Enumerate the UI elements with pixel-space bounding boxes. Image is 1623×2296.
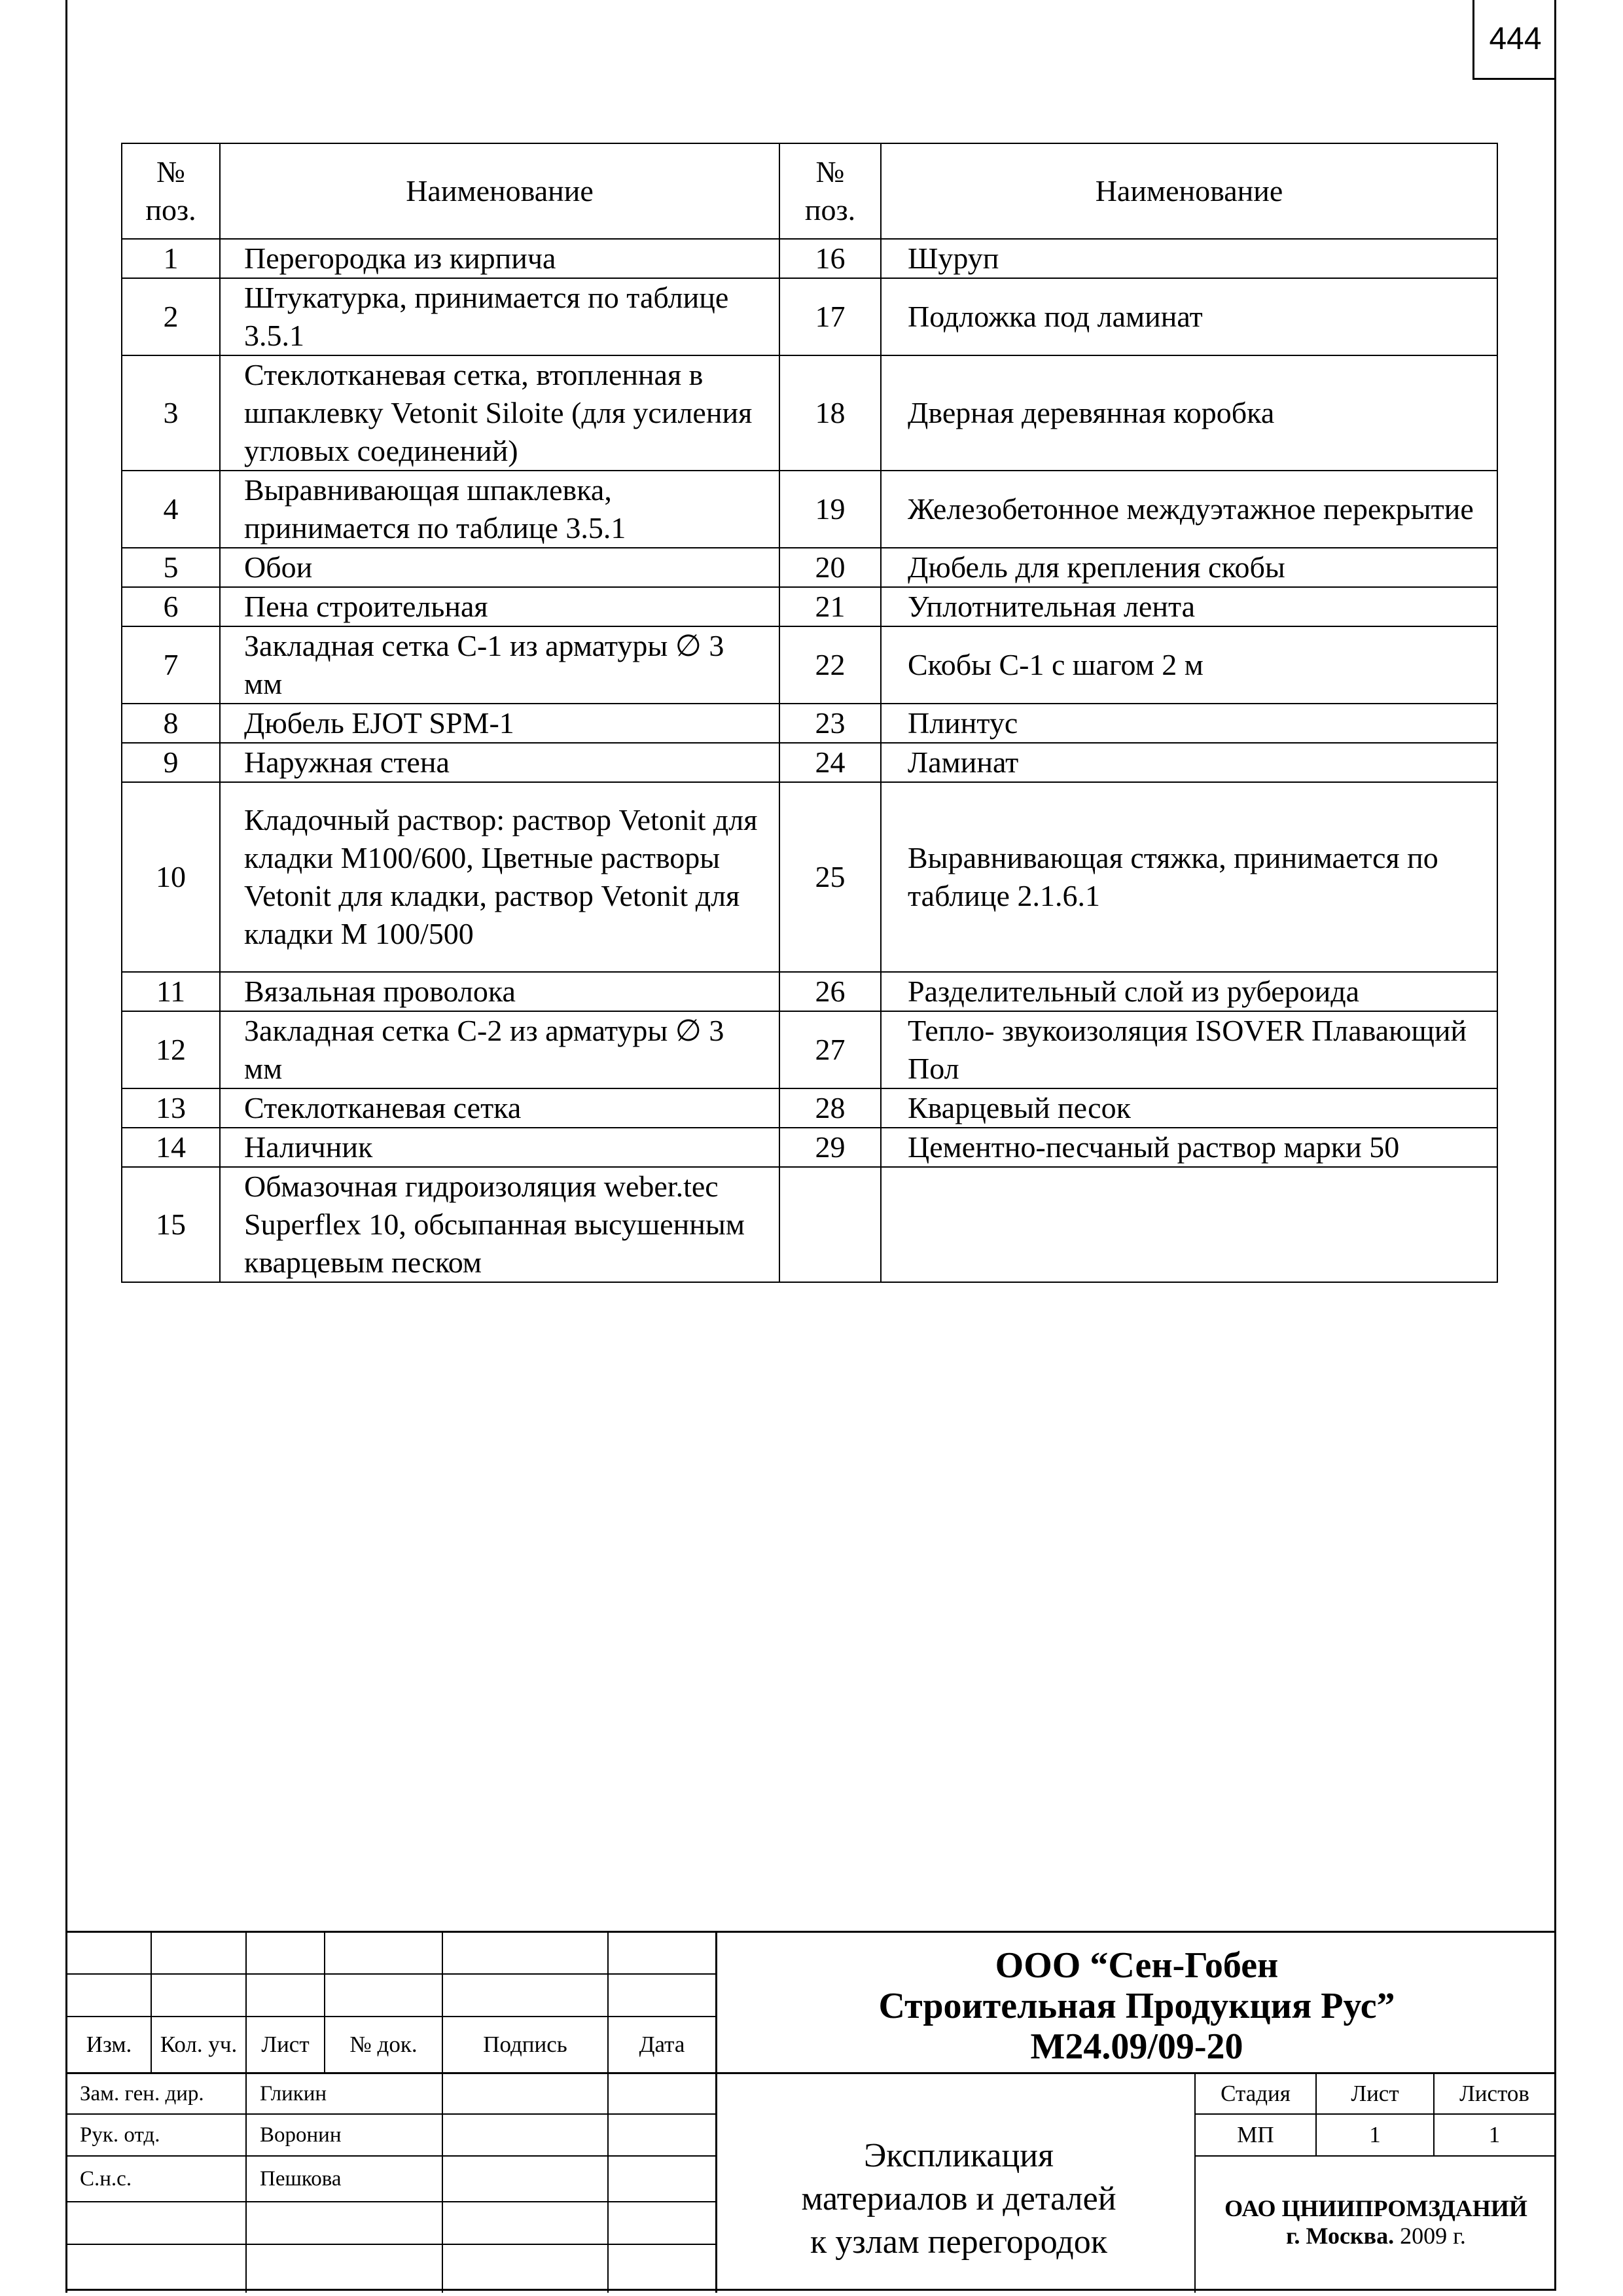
cell-pos-right: 22 [779, 626, 881, 704]
cell-pos-right: 19 [779, 471, 881, 548]
document-code: М24.09/09-20 [1030, 2026, 1243, 2067]
cell-pos-right: 27 [779, 1011, 881, 1088]
cell-pos-right: 24 [779, 743, 881, 782]
cell-pos-left: 10 [122, 782, 220, 972]
document-title: Экспликация материалов и деталей к узлам перегородок [801, 2137, 1116, 2261]
organisation [1196, 2179, 1556, 2265]
cell-name-left: Наружная стена [220, 743, 779, 782]
sheets-header: Листов [1459, 2081, 1529, 2106]
cell-pos-right: 26 [779, 972, 881, 1011]
cell-pos-right: 23 [779, 704, 881, 743]
cell-pos-right: 29 [779, 1128, 881, 1167]
cell-name-right [881, 1167, 1497, 1282]
org-year: 2009 г. [1400, 2223, 1466, 2249]
cell-pos-left: 1 [122, 239, 220, 278]
company-line-1: ООО “Сен-Гобен [995, 1945, 1279, 1986]
cell-name-right: Железобетонное междуэтажное перекрытие [881, 471, 1497, 548]
cell-name-right: Скобы С-1 с шагом 2 м [881, 626, 1497, 704]
cell-pos-right: 20 [779, 548, 881, 587]
cell-pos-right: 18 [779, 355, 881, 471]
cell-name-right: Выравнивающая стяжка, принимается по таблице 2.1.6.1 [881, 782, 1497, 972]
cell-pos-left: 13 [122, 1088, 220, 1128]
explication-table [121, 143, 1498, 1283]
cell-pos-left: 9 [122, 743, 220, 782]
table-row [122, 704, 1497, 743]
col-doc: № док. [349, 2032, 418, 2057]
role-2: Рук. отд. [80, 2123, 160, 2147]
table-row [122, 1011, 1497, 1088]
company-line-2: Строительная Продукция Рус” [878, 1986, 1395, 2026]
cell-name-left: Закладная сетка С-1 из арматуры ∅ 3 мм [220, 626, 779, 704]
table-row [122, 972, 1497, 1011]
cell-name-right: Дверная деревянная коробка [881, 355, 1497, 471]
table-row [122, 471, 1497, 548]
cell-name-left: Штукатурка, принимается по таблице 3.5.1 [220, 278, 779, 355]
sheets-value: 1 [1488, 2122, 1501, 2147]
page-number: 444 [1472, 0, 1556, 80]
cell-name-right: Цементно-песчаный раствор марки 50 [881, 1128, 1497, 1167]
table-row [122, 1128, 1497, 1167]
cell-name-left: Пена строительная [220, 587, 779, 626]
cell-name-right: Плинтус [881, 704, 1497, 743]
cell-pos-left: 8 [122, 704, 220, 743]
org-name: ОАО ЦНИИПРОМЗДАНИЙ [1224, 2195, 1527, 2221]
cell-pos-right: 17 [779, 278, 881, 355]
header-name-right: Наименование [881, 143, 1497, 239]
table-row [122, 239, 1497, 278]
cell-pos-left: 12 [122, 1011, 220, 1088]
table-row [122, 548, 1497, 587]
col-izm: Изм. [86, 2032, 132, 2057]
title-block [65, 1931, 1556, 2293]
table-row [122, 587, 1497, 626]
cell-name-right: Шуруп [881, 239, 1497, 278]
cell-name-left: Вязальная проволока [220, 972, 779, 1011]
cell-pos-left: 3 [122, 355, 220, 471]
table-row [122, 355, 1497, 471]
cell-name-right: Кварцевый песок [881, 1088, 1497, 1128]
table-row [122, 1088, 1497, 1128]
col-date: Дата [639, 2032, 685, 2057]
role-1: Зам. ген. дир. [80, 2081, 204, 2106]
cell-name-left: Перегородка из кирпича [220, 239, 779, 278]
header-pos-right: № поз. [779, 143, 881, 239]
col-kol: Кол. уч. [160, 2032, 238, 2057]
col-list: Лист [261, 2032, 310, 2057]
cell-name-left: Дюбель EJOT SPM-1 [220, 704, 779, 743]
role-1-name: Гликин [260, 2081, 327, 2106]
cell-pos-right [779, 1167, 881, 1282]
cell-pos-right: 16 [779, 239, 881, 278]
cell-name-left: Обмазочная гидроизоляция weber.tec Superflex 10, обсыпанная высушенным кварцевым песком [220, 1167, 779, 1282]
cell-name-left: Стеклотканевая сетка [220, 1088, 779, 1128]
cell-name-left: Стеклотканевая сетка, втопленная в шпаклевку Vetonit Siloite (для усиления угловых соединений) [220, 355, 779, 471]
cell-name-right: Подложка под ламинат [881, 278, 1497, 355]
cell-name-left: Обои [220, 548, 779, 587]
role-3-name: Пешкова [260, 2166, 342, 2191]
cell-pos-left: 14 [122, 1128, 220, 1167]
header-name-left: Наименование [220, 143, 779, 239]
sheet-header: Лист [1351, 2081, 1399, 2106]
stage-value: МП [1237, 2122, 1274, 2147]
role-2-name: Воронин [260, 2123, 342, 2147]
org-city-year [1286, 2222, 1466, 2250]
cell-pos-right: 21 [779, 587, 881, 626]
cell-pos-left: 4 [122, 471, 220, 548]
cell-pos-left: 2 [122, 278, 220, 355]
table-header-row [122, 143, 1497, 239]
cell-name-right: Уплотнительная лента [881, 587, 1497, 626]
header-pos-left: № поз. [122, 143, 220, 239]
table-row [122, 782, 1497, 972]
cell-name-right: Дюбель для крепления скобы [881, 548, 1497, 587]
cell-name-left: Кладочный раствор: раствор Vetonit для кладки М100/600, Цветные растворы Vetonit для кладки, раствор Vetonit для кладки М 100/500 [220, 782, 779, 972]
cell-name-left: Выравнивающая шпаклевка, принимается по таблице 3.5.1 [220, 471, 779, 548]
cell-name-left: Наличник [220, 1128, 779, 1167]
cell-name-right: Разделительный слой из рубероида [881, 972, 1497, 1011]
cell-pos-left: 5 [122, 548, 220, 587]
company-title [717, 1944, 1556, 2068]
cell-pos-right: 25 [779, 782, 881, 972]
table-row [122, 1167, 1497, 1282]
cell-name-left: Закладная сетка С-2 из арматуры ∅ 3 мм [220, 1011, 779, 1088]
table-row [122, 743, 1497, 782]
cell-name-right: Тепло- звукоизоляция ISOVER Плавающий Пол [881, 1011, 1497, 1088]
cell-pos-left: 11 [122, 972, 220, 1011]
cell-pos-left: 6 [122, 587, 220, 626]
cell-pos-left: 7 [122, 626, 220, 704]
col-sign: Подпись [483, 2032, 567, 2057]
table-row [122, 626, 1497, 704]
cell-pos-right: 28 [779, 1088, 881, 1128]
role-3: С.н.с. [80, 2166, 132, 2191]
org-city: г. Москва. [1286, 2223, 1395, 2249]
cell-name-right: Ламинат [881, 743, 1497, 782]
sheet-value: 1 [1369, 2122, 1381, 2147]
stage-header: Стадия [1221, 2081, 1291, 2106]
cell-pos-left: 15 [122, 1167, 220, 1282]
table-row [122, 278, 1497, 355]
